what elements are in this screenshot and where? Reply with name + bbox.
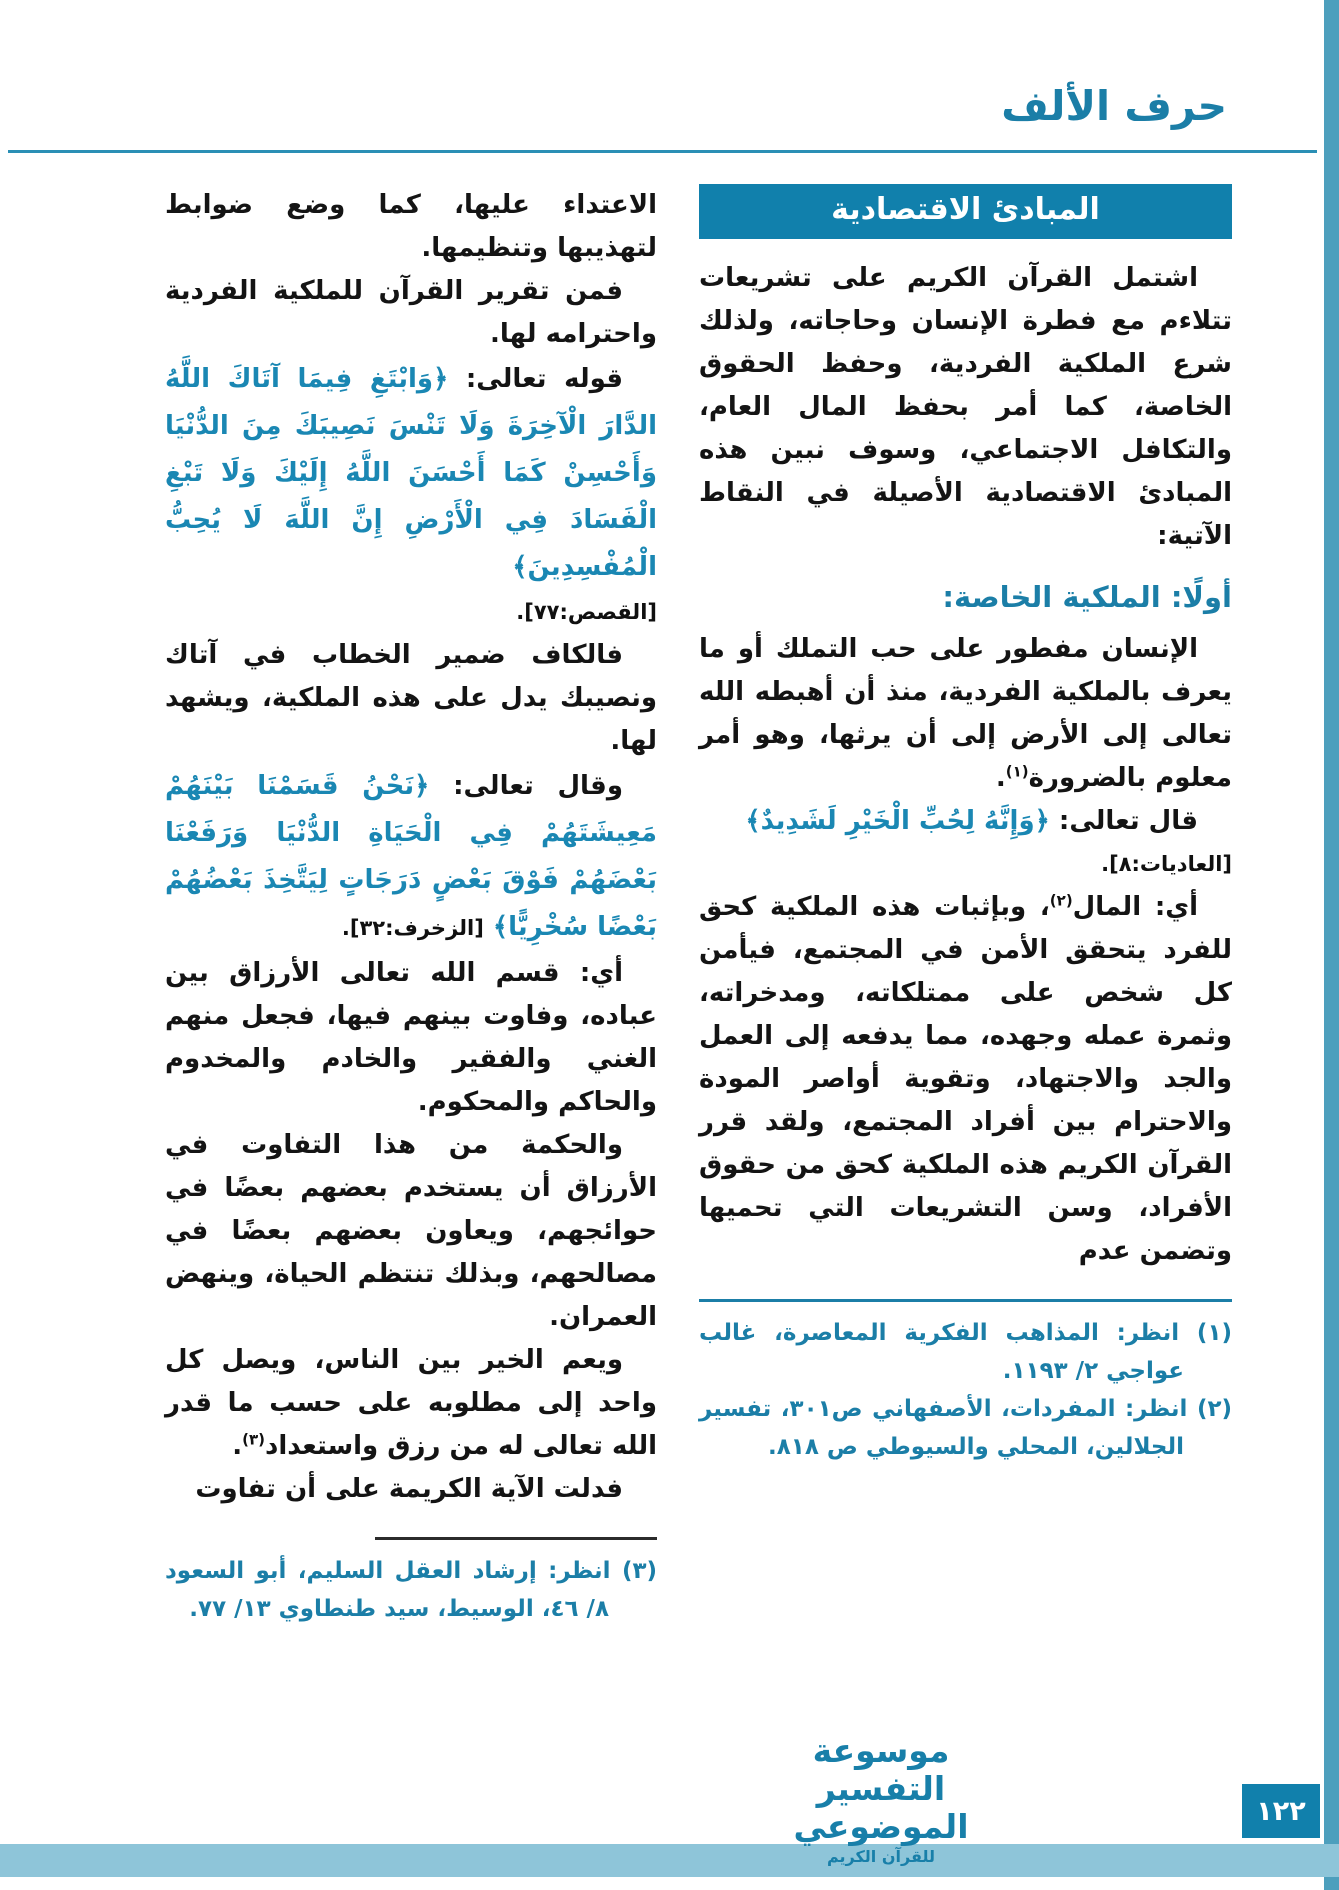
publisher-logo-title: موسوعة التفسير الموضوعي (793, 1731, 969, 1846)
paragraph-verse (165, 356, 657, 591)
text-columns (165, 184, 1232, 1628)
paragraph: والحكمة من هذا التفاوت في الأرزاق أن يستخدم بعضهم بعضًا في حوائجهم، ويعاون بعضهم بعضًا في مصالحهم، وبذلك تنتظم الحياة، وينهض العمران. (165, 1130, 657, 1332)
chapter-header: حرف الألف (1001, 82, 1227, 130)
paragraph (165, 1339, 657, 1468)
paragraph-text: ، وبإثبات هذه الملكية كحق للفرد يتحقق الأمن في المجتمع، فيأمن كل شخص على ممتلكاته، ومدخراته، وثمرة عمله وجهده، مما يدفعه إلى العمل والجد والاجتهاد، وتقوية أواصر المودة والاحترام بين أفراد المجتمع، ولقد قرر القرآن الكريم هذه الملكية كحق من حقوق الأفراد، وسن التشريعات التي تحميها وتضمن عدم (699, 892, 1232, 1266)
paragraph: أي: قسم الله تعالى الأرزاق بين عباده، وفاوت بينهم فيها، فجعل منهم الغني والفقير والخادم والمخدوم والحاكم والمحكوم. (165, 958, 657, 1117)
footnote-ref-3: (٣) (242, 1430, 265, 1449)
verse-citation-adiyat: [العاديات:٨]. (1101, 852, 1232, 876)
column-right (699, 184, 1232, 1466)
footnote-text: انظر: المفردات، الأصفهاني ص٣٠١، تفسير الجلالين، المحلي والسيوطي ص ٨١٨. (699, 1396, 1188, 1460)
verse-intro: قوله تعالى: (448, 364, 623, 394)
footnote-separator (699, 1299, 1232, 1302)
quran-verse-adiyat: ﴿وَإِنَّهُ لِحُبِّ الْخَيْرِ لَشَدِيدٌ﴾ (745, 806, 1050, 836)
subsection-heading: أولًا: الملكية الخاصة: (942, 580, 1232, 614)
paragraph (699, 628, 1232, 800)
paragraph: فمن تقرير القرآن للملكية الفردية واحترامه لها. (165, 276, 657, 349)
paragraph-text: أي: المال (1072, 892, 1198, 922)
paragraph-continuation: الاعتداء عليها، كما وضع ضوابط لتهذيبها وتنظيمها. (165, 190, 657, 263)
verse-intro: وقال تعالى: (429, 771, 623, 801)
paragraph: فدلت الآية الكريمة على أن تفاوت (195, 1474, 623, 1504)
page-number: ١٢٢ (1242, 1784, 1320, 1838)
footnote-text: انظر: المذاهب الفكرية المعاصرة، غالب عواجي ٢/ ١١٩٣. (699, 1320, 1184, 1384)
section-title-box: المبادئ الاقتصادية (699, 184, 1232, 239)
footnote-item (699, 1390, 1232, 1466)
paragraph: فالكاف ضمير الخطاب في آتاك ونصيبك يدل على هذه الملكية، ويشهد لها. (165, 640, 657, 756)
footnote-ref-1: (١) (1005, 762, 1029, 781)
footnote-item (165, 1552, 657, 1628)
paragraph-text: ويعم الخير بين الناس، ويصل كل واحد إلى مطلوبه على حسب ما قدر الله تعالى له من رزق واستعداد (165, 1345, 657, 1461)
quran-verse-qasas: ﴿وَابْتَغِ فِيمَا آتَاكَ اللَّهُ الدَّارَ الْآخِرَةَ وَلَا تَنْسَ نَصِيبَكَ مِنَ الدُّنْيَا وَأَحْسِنْ كَمَا أَحْسَنَ اللَّهُ إِلَيْكَ وَلَا تَبْغِ الْفَسَادَ فِي الْأَرْضِ إِنَّ اللَّهَ لَا يُحِبُّ الْمُفْسِدِينَ﴾ (165, 364, 657, 582)
column-left (165, 184, 657, 1628)
verse-citation-qasas: [القصص:٧٧]. (516, 600, 657, 624)
footnote-separator (375, 1537, 657, 1540)
paragraph-text: . (995, 763, 1006, 793)
footer-bar (0, 1844, 1339, 1877)
paragraph (699, 886, 1232, 1273)
header-rule (8, 150, 1317, 153)
footnote-text: انظر: إرشاد العقل السليم، أبو السعود ٨/ ٤٦، الوسيط، سيد طنطاوي ١٣/ ٧٧. (165, 1558, 611, 1622)
quran-verse-zukhruf: ﴿نَحْنُ قَسَمْنَا بَيْنَهُمْ مَعِيشَتَهُمْ فِي الْحَيَاةِ الدُّنْيَا وَرَفَعْنَا بَعْضَهُمْ فَوْقَ بَعْضٍ دَرَجَاتٍ لِيَتَّخِذَ بَعْضُهُمْ بَعْضًا سُخْرِيًّا﴾ (165, 771, 657, 942)
paragraph-verse (165, 763, 657, 952)
paragraph-verse (699, 800, 1232, 843)
footnote-number: (٣) (621, 1558, 658, 1584)
verse-citation-zukhruf: [الزخرف:٣٢]. (341, 916, 484, 940)
footnotes-right (699, 1299, 1232, 1466)
verse-intro: قال تعالى: (1049, 806, 1198, 836)
footnote-number: (١) (1196, 1320, 1232, 1346)
publisher-logo (749, 1732, 1013, 1868)
paragraph-intro: اشتمل القرآن الكريم على تشريعات تتلاءم مع فطرة الإنسان وحاجاته، ولذلك شرع الملكية الفردية، وحفظ الحقوق الخاصة، كما أمر بحفظ المال العام، والتكافل الاجتماعي، وسوف نبين هذه المبادئ الاقتصادية الأصيلة في النقاط الآتية: (699, 263, 1232, 551)
binding-edge-strip (1324, 0, 1339, 1890)
footnote-number: (٢) (1196, 1396, 1233, 1422)
footnote-ref-2: (٢) (1049, 891, 1073, 910)
paragraph-text: . (232, 1431, 243, 1461)
footnote-item (699, 1314, 1232, 1390)
paragraph-text: الإنسان مفطور على حب التملك أو ما يعرف بالملكية الفردية، منذ أن أهبطه الله تعالى إلى الأرض إلى أن يرثها، وهو أمر معلوم بالضرورة (699, 634, 1232, 793)
footnotes-left (165, 1537, 657, 1628)
publisher-logo-subtitle: للقرآن الكريم (826, 1847, 936, 1866)
